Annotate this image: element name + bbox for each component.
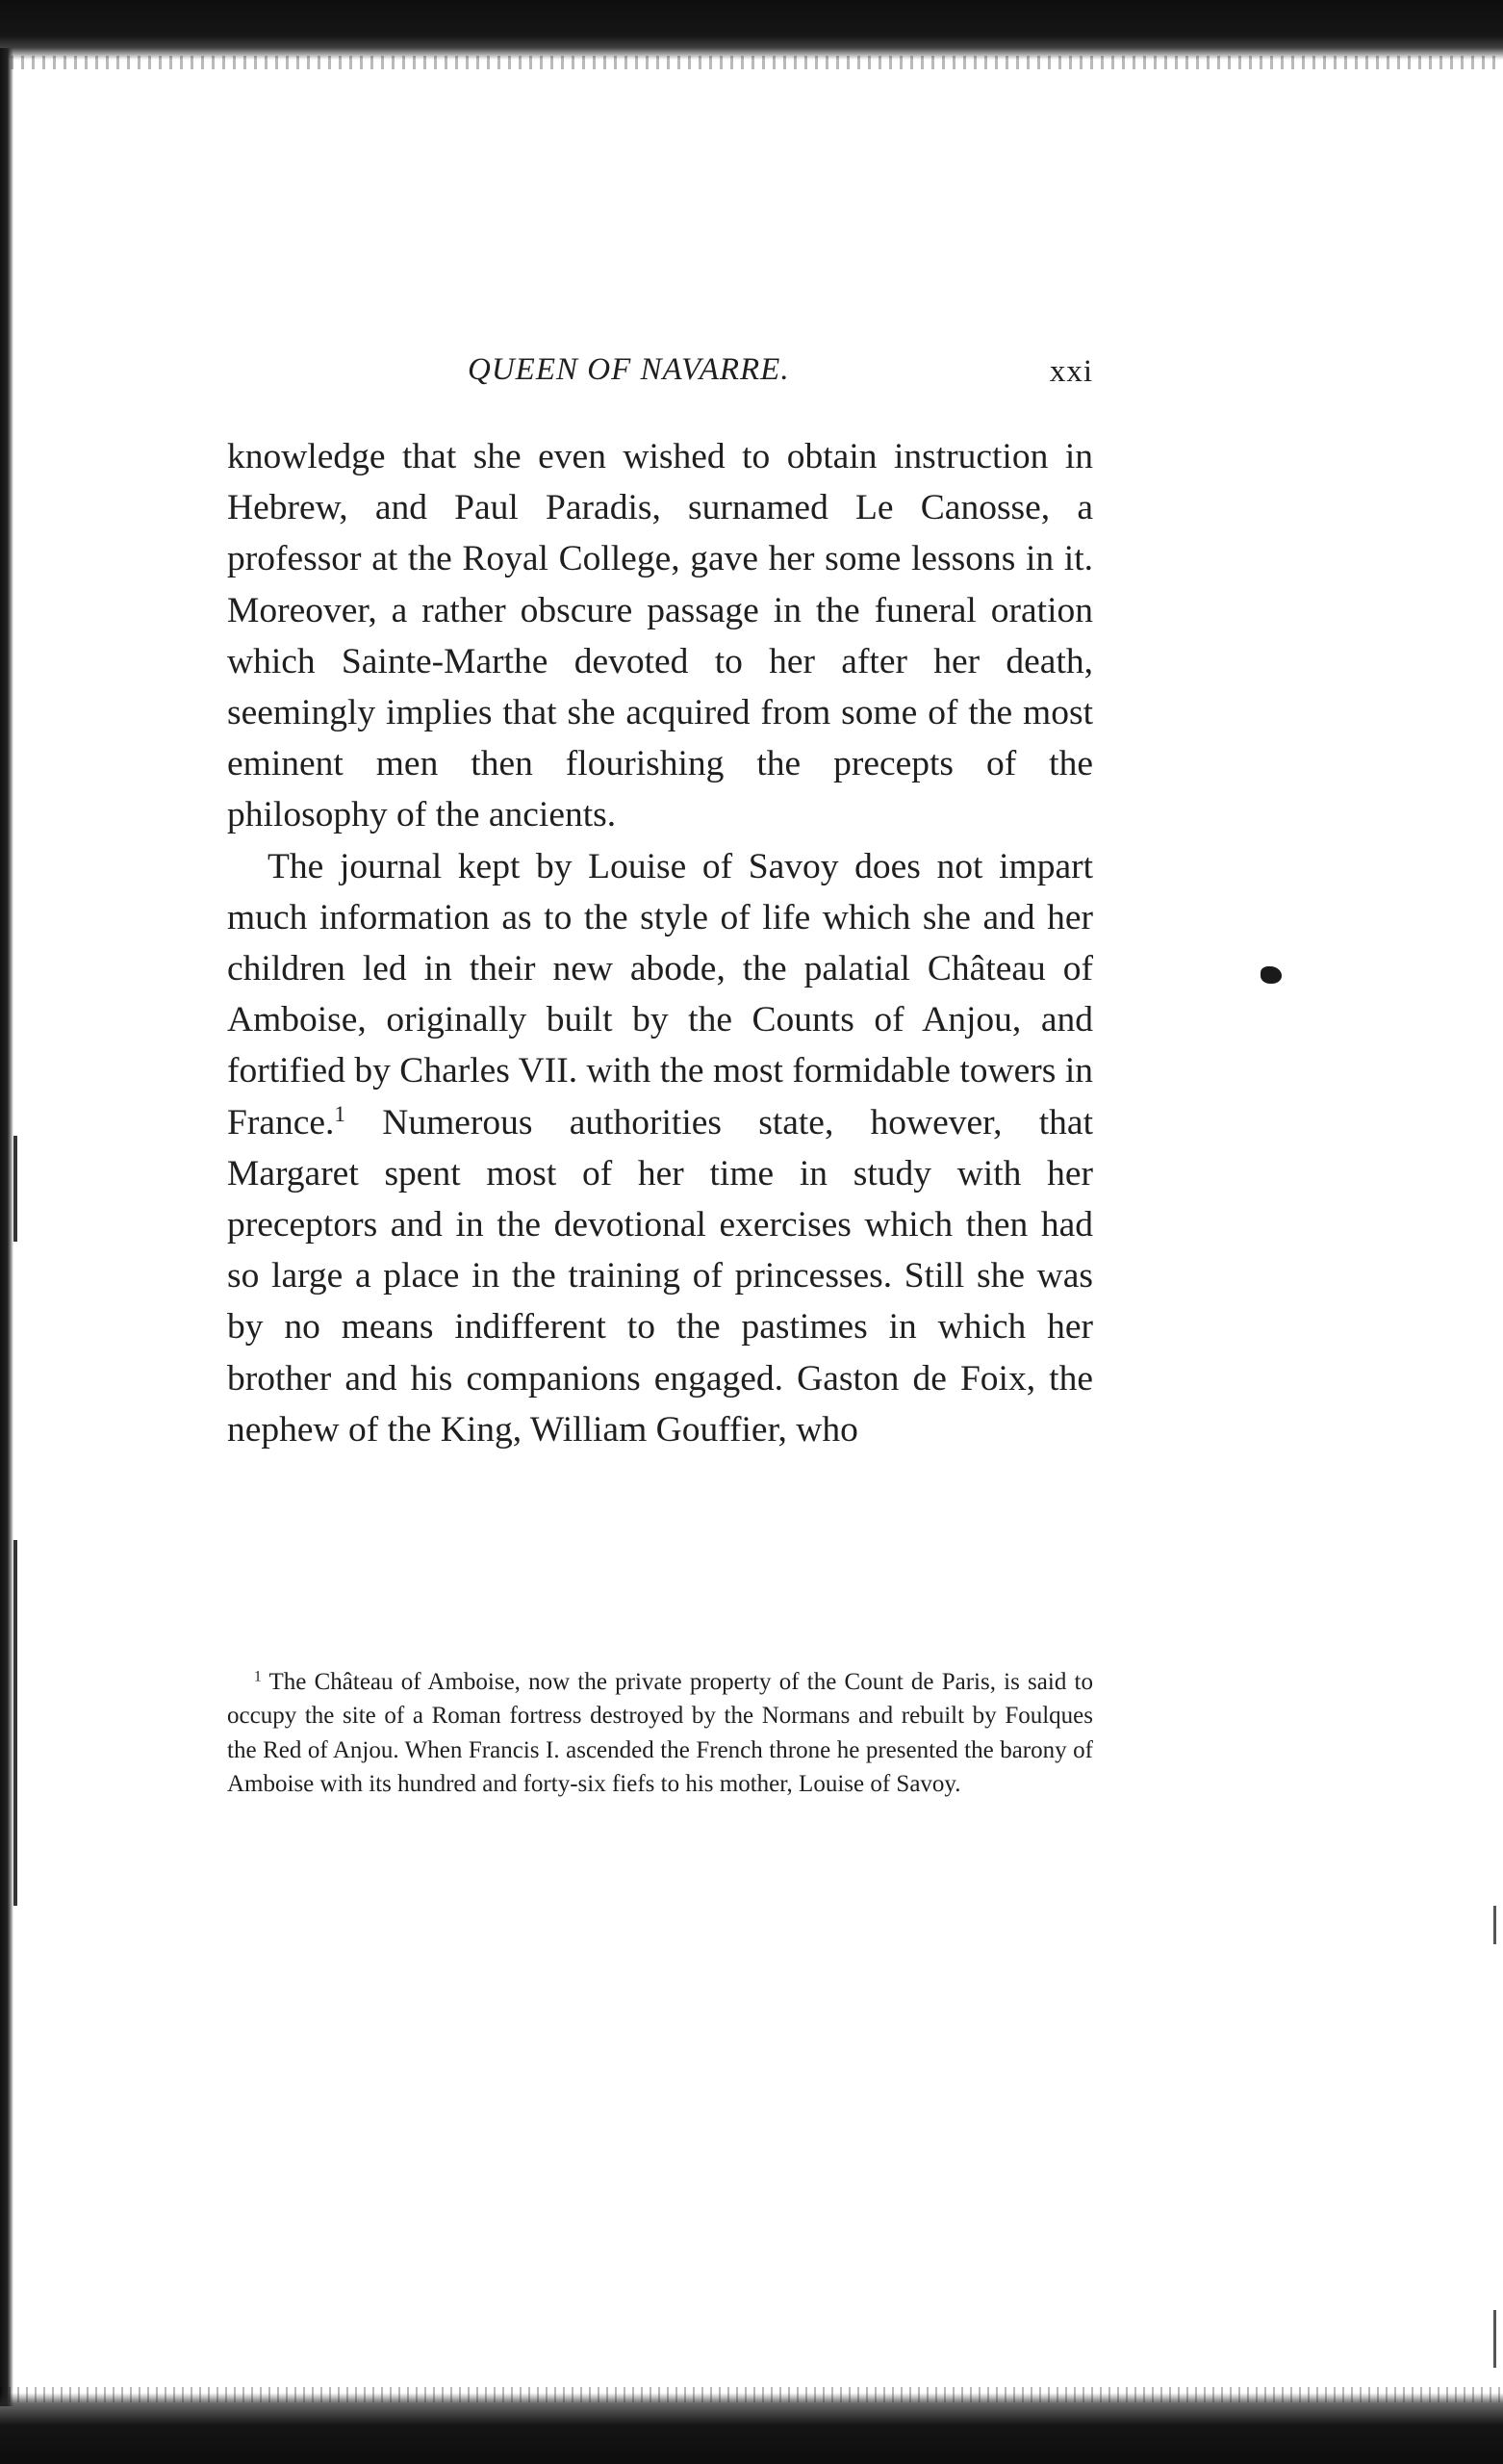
scan-edge-bottom (0, 2393, 1503, 2464)
footnote-marker: 1 (254, 1668, 262, 1685)
running-head (227, 352, 1093, 410)
running-title: QUEEN OF NAVARRE. (468, 352, 790, 387)
paragraph-text: Numerous authorities state, however, that Margaret spent most of her time in study with her preceptors and in the devotional exercises which then had so large a place in the training of princesses. Still she was by no means indifferent to the pastimes in which her brother and his companions engaged. Gaston de Foix, the nephew of the King, William Gouffier, who (227, 1102, 1093, 1450)
scan-speckle-top (0, 56, 1503, 69)
paragraph-text: The journal kept by Louise of Savoy does not impart much information as to the style of life which she and her children led in their new abode, the palatial Château of Amboise, originally built by the Counts of Anjou, and fortified by Charles VII. with the most formidable towers in France. (227, 846, 1093, 1142)
scan-mark-left (13, 1540, 17, 1906)
scan-mark-right (1493, 2310, 1496, 2368)
footnote-paragraph (227, 1665, 1093, 1802)
paragraph (227, 841, 1093, 1455)
footnote (227, 1665, 1093, 1802)
scan-mark-right (1493, 1906, 1496, 1944)
scan-edge-top (0, 0, 1503, 60)
ink-blot (1261, 966, 1282, 984)
footnote-reference: 1 (334, 1101, 346, 1127)
scan-mark-left (13, 1136, 17, 1242)
paragraph-text: knowledge that she even wished to obtain instruction in Hebrew, and Paul Paradis, surnamed Le Canosse, a professor at the Royal College, gave her some lessons in it. Moreover, a rather obscure passage in the funeral oration which Sainte-Marthe devoted to her after her death, seemingly implies that she acquired from some of the most eminent men then flourishing the precepts of the philosophy of the ancients. (227, 437, 1093, 835)
paragraph (227, 431, 1093, 841)
page-number: xxi (1049, 354, 1093, 389)
body-text (227, 431, 1093, 1455)
scan-edge-left (0, 48, 13, 2406)
footnote-text: The Château of Amboise, now the private property of the Count de Paris, is said to occupy the site of a Roman fortress destroyed by the Normans and rebuilt by Foulques the Red of Anjou. When Francis I. ascended the French throne he presented the barony of Amboise with its hundred and forty-six fiefs to his mother, Louise of Savoy. (227, 1669, 1093, 1798)
